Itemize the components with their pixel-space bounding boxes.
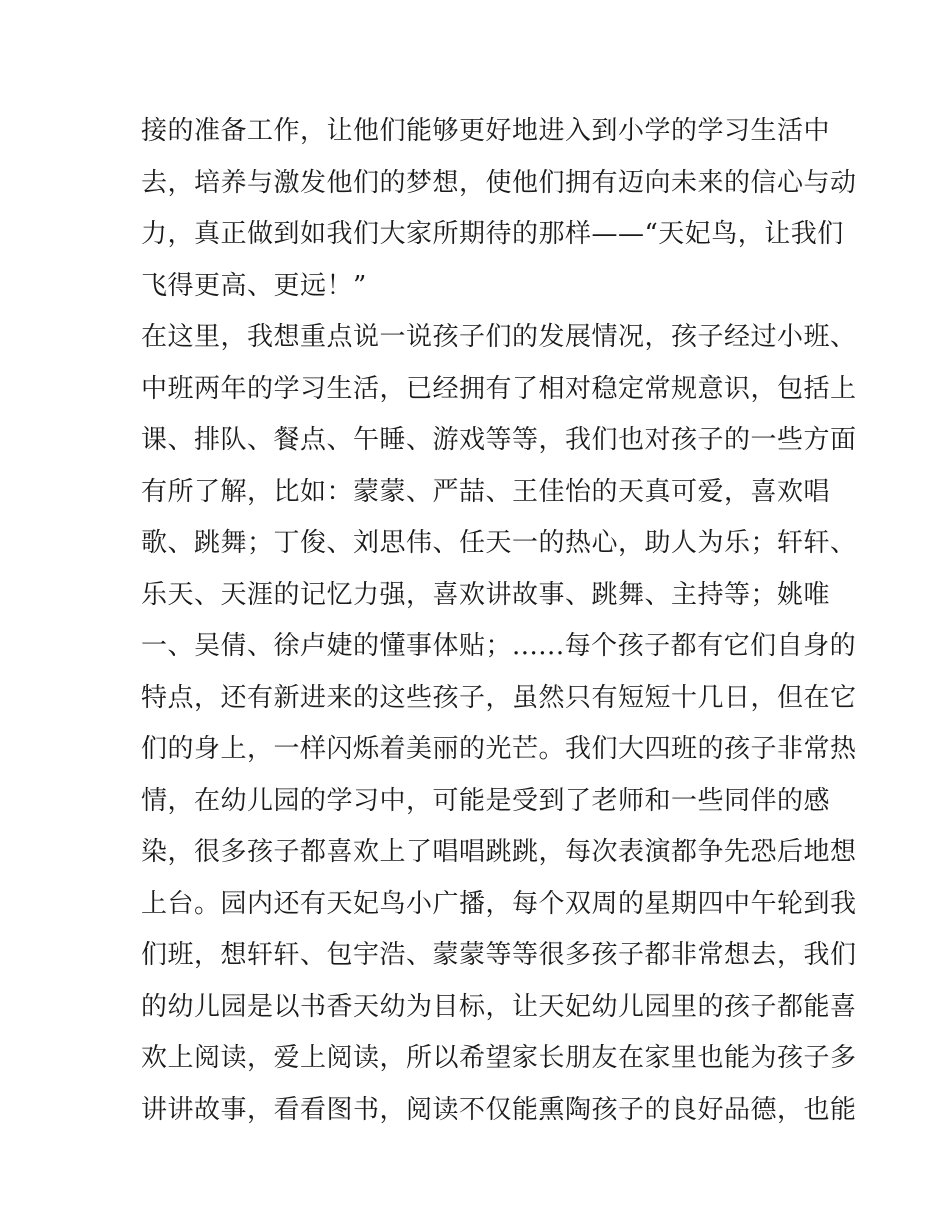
text-line-1: 接的准备工作，让他们能够更好地进入到小学的学习生活中 (141, 116, 831, 146)
text-line-19: 欢上阅读，爱上阅读，所以希望家长朋友在家里也能为孩子多 (141, 1043, 857, 1073)
text-line-12: 特点，还有新进来的这些孩子，虽然只有短短十几日，但在它 (141, 682, 857, 713)
text-line-5: 在这里，我想重点说一说孩子们的发展情况，孩子经过小班、 (141, 322, 857, 352)
text-line-13: 们的身上，一样闪烁着美丽的光芒。我们大四班的孩子非常热 (141, 734, 857, 764)
text-line-15: 染，很多孩子都喜欢上了唱唱跳跳，每次表演都争先恐后地想 (141, 837, 857, 867)
text-line-7: 课、排队、餐点、午睡、游戏等等，我们也对孩子的一些方面 (141, 425, 857, 455)
text-line-20: 讲讲故事，看看图书，阅读不仅能熏陶孩子的良好品德，也能 (141, 1094, 857, 1125)
text-line-18: 的幼儿园是以书香天幼为目标，让天妃幼儿园里的孩子都能喜 (141, 991, 857, 1022)
text-line-14: 情，在幼儿园的学习中，可能是受到了老师和一些同伴的感 (141, 785, 831, 816)
text-line-2: 去，培养与激发他们的梦想，使他们拥有迈向未来的信心与动 (141, 167, 857, 198)
text-line-3: 力，真正做到如我们大家所期待的那样——“天妃鸟，让我们 (141, 219, 844, 249)
text-line-17: 们班，想轩轩、包宇浩、蒙蒙等等很多孩子都非常想去，我们 (141, 940, 857, 970)
text-line-10: 乐天、天涯的记忆力强，喜欢讲故事、跳舞、主持等；姚唯 (141, 579, 831, 610)
body-text (141, 106, 857, 1136)
text-line-4: 飞得更高、更远！” (141, 270, 367, 301)
text-line-8: 有所了解，比如：蒙蒙、严喆、王佳怡的天真可爱，喜欢唱 (141, 476, 831, 507)
text-line-6: 中班两年的学习生活，已经拥有了相对稳定常规意识，包括上 (141, 373, 857, 404)
text-line-11: 一、吴倩、徐卢婕的懂事体贴；......每个孩子都有它们自身的 (141, 631, 857, 661)
text-line-16: 上台。园内还有天妃鸟小广播，每个双周的星期四中午轮到我 (141, 888, 857, 919)
text-line-9: 歌、跳舞；丁俊、刘思伟、任天一的热心，助人为乐；轩轩、 (141, 528, 857, 558)
